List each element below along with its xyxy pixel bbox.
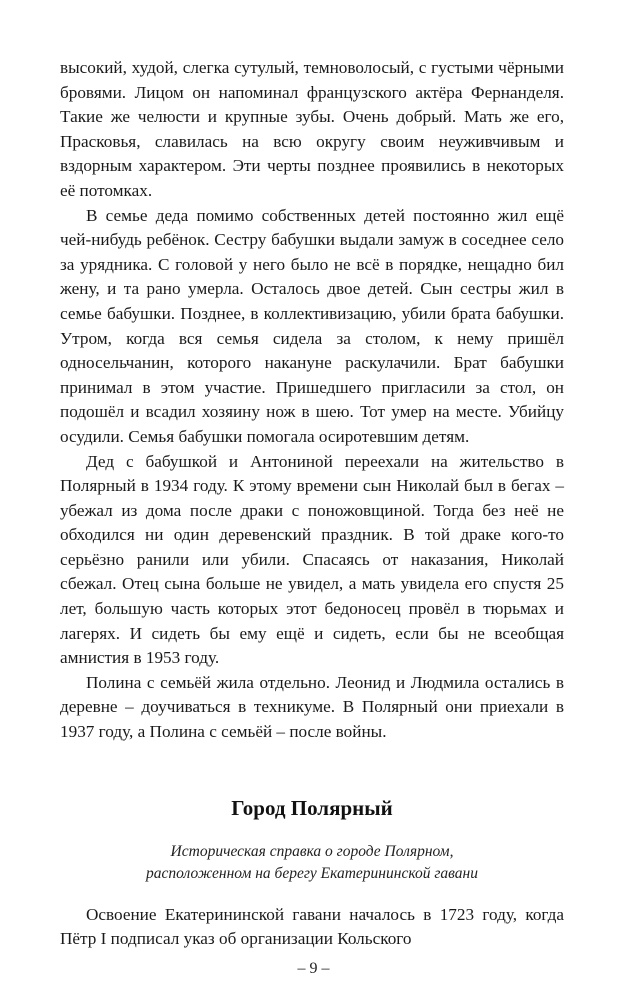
paragraph-history: Освоение Екатерининской гавани началось в 1723 году, когда Пётр I подписал указ об организации Кольского: [60, 904, 564, 949]
paragraph-family: В семье деда помимо собственных детей постоянно жил ещё чей-нибудь ребёнок. Сестру бабушки выдали замуж в соседнее село за урядника. С головой у него было не всё в порядке, нещадно бил жену, и та рано умерла. Осталось двое детей. Сын сестры жил в семье бабушки. Позднее, в коллективизацию, убили брата бабушки. Утром, когда вся семья сидела за столом, к нему пришёл односельчанин, которого накануне раскулачили. Брат бабушки принимал в этом участие. Пришедшего пригласили за стол, он подошёл и всадил хозяину нож в шею. Тот умер на месте. Убийцу осудили. Семья бабушки помогала осиротевшим детям.: [60, 205, 564, 446]
subtitle-line-1: Историческая справка о городе Полярном,: [170, 842, 454, 860]
page-body: [60, 56, 564, 952]
paragraph-polina: Полина с семьёй жила отдельно. Леонид и Людмила остались в деревне – доучиваться в техникуме. В Полярный они приехали в 1937 году, а Полина с семьёй – после войны.: [60, 672, 564, 742]
page-number: – 9 –: [297, 960, 330, 977]
section-subtitle: [60, 841, 564, 885]
paragraph-continuation: высокий, худой, слегка сутулый, темноволосый, с густыми чёрными бровями. Лицом он напоминал французского актёра Фернанделя. Такие же челюсти и крупные зубы. Очень добрый. Мать же его, Прасковья, славилась на всю округу своим неуживчивым и вздорным характером. Эти черты позднее проявились в некоторых её потомках.: [60, 58, 564, 200]
section-title: Город Полярный: [231, 795, 393, 820]
subtitle-line-2: расположенном на берегу Екатерининской гавани: [146, 864, 478, 882]
paragraph-relocation: Дед с бабушкой и Антониной переехали на жительство в Полярный в 1934 году. К этому времени сын Николай был в бегах – убежал из дома после драки с поножовщиной. Тогда без неё не обходился ни один деревенский праздник. В той драке кого-то серьёзно ранили или убили. Спасаясь от наказания, Николай сбежал. Отец сына больше не увидел, а мать увидела его спустя 25 лет, большую часть которых этот бедоносец провёл в тюрьмах и лагерях. И сидеть бы ему ещё и сидеть, если бы не всеобщая амнистия в 1953 году.: [60, 451, 564, 668]
